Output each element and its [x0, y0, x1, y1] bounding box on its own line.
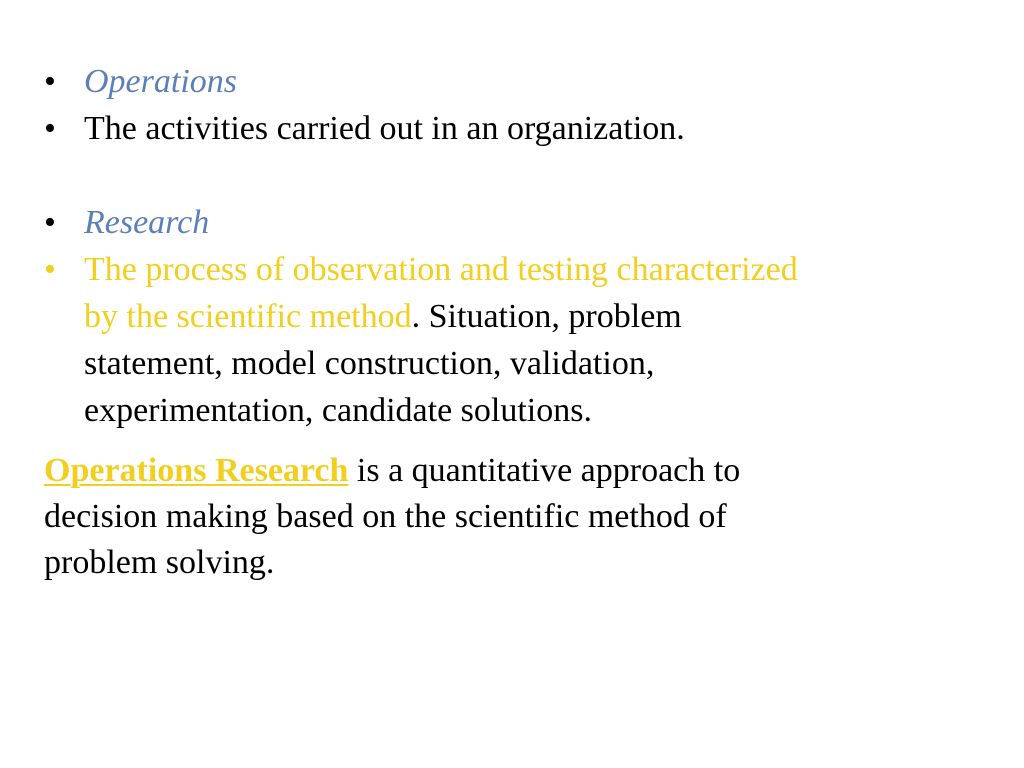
operations-definition: The activities carried out in an organization.: [84, 110, 685, 147]
bullet-marker: •: [44, 251, 56, 288]
research-term: Research: [84, 204, 210, 241]
bullet-marker: •: [44, 204, 56, 241]
definition-bullet-list: [44, 58, 984, 434]
paragraph-line-2: decision making based on the scientific method of: [44, 498, 727, 535]
bullet-marker: •: [44, 110, 56, 147]
research-definition-line4: experimentation, candidate solutions.: [84, 392, 592, 429]
research-definition-line2-rest: . Situation, problem: [411, 298, 682, 335]
paragraph-line1-rest: is a quantitative approach to: [348, 452, 741, 489]
bullet-operations-term: [44, 58, 984, 105]
paragraph-line-3: problem solving.: [44, 544, 275, 581]
research-definition-highlight: by the scientific method: [84, 298, 412, 335]
research-definition-line3: statement, model construction, validation,: [84, 345, 655, 382]
operations-research-term: Operations Research: [44, 452, 349, 489]
paragraph-line-1: [44, 448, 984, 494]
operations-research-definition: [44, 448, 984, 586]
operations-term: Operations: [84, 63, 237, 100]
bullet-research-definition: [44, 246, 984, 434]
bullet-marker: •: [44, 63, 56, 100]
research-definition-line1: The process of observation and testing characterized: [84, 251, 798, 288]
bullet-operations-definition: [44, 105, 984, 152]
bullet-research-term: [44, 199, 984, 246]
